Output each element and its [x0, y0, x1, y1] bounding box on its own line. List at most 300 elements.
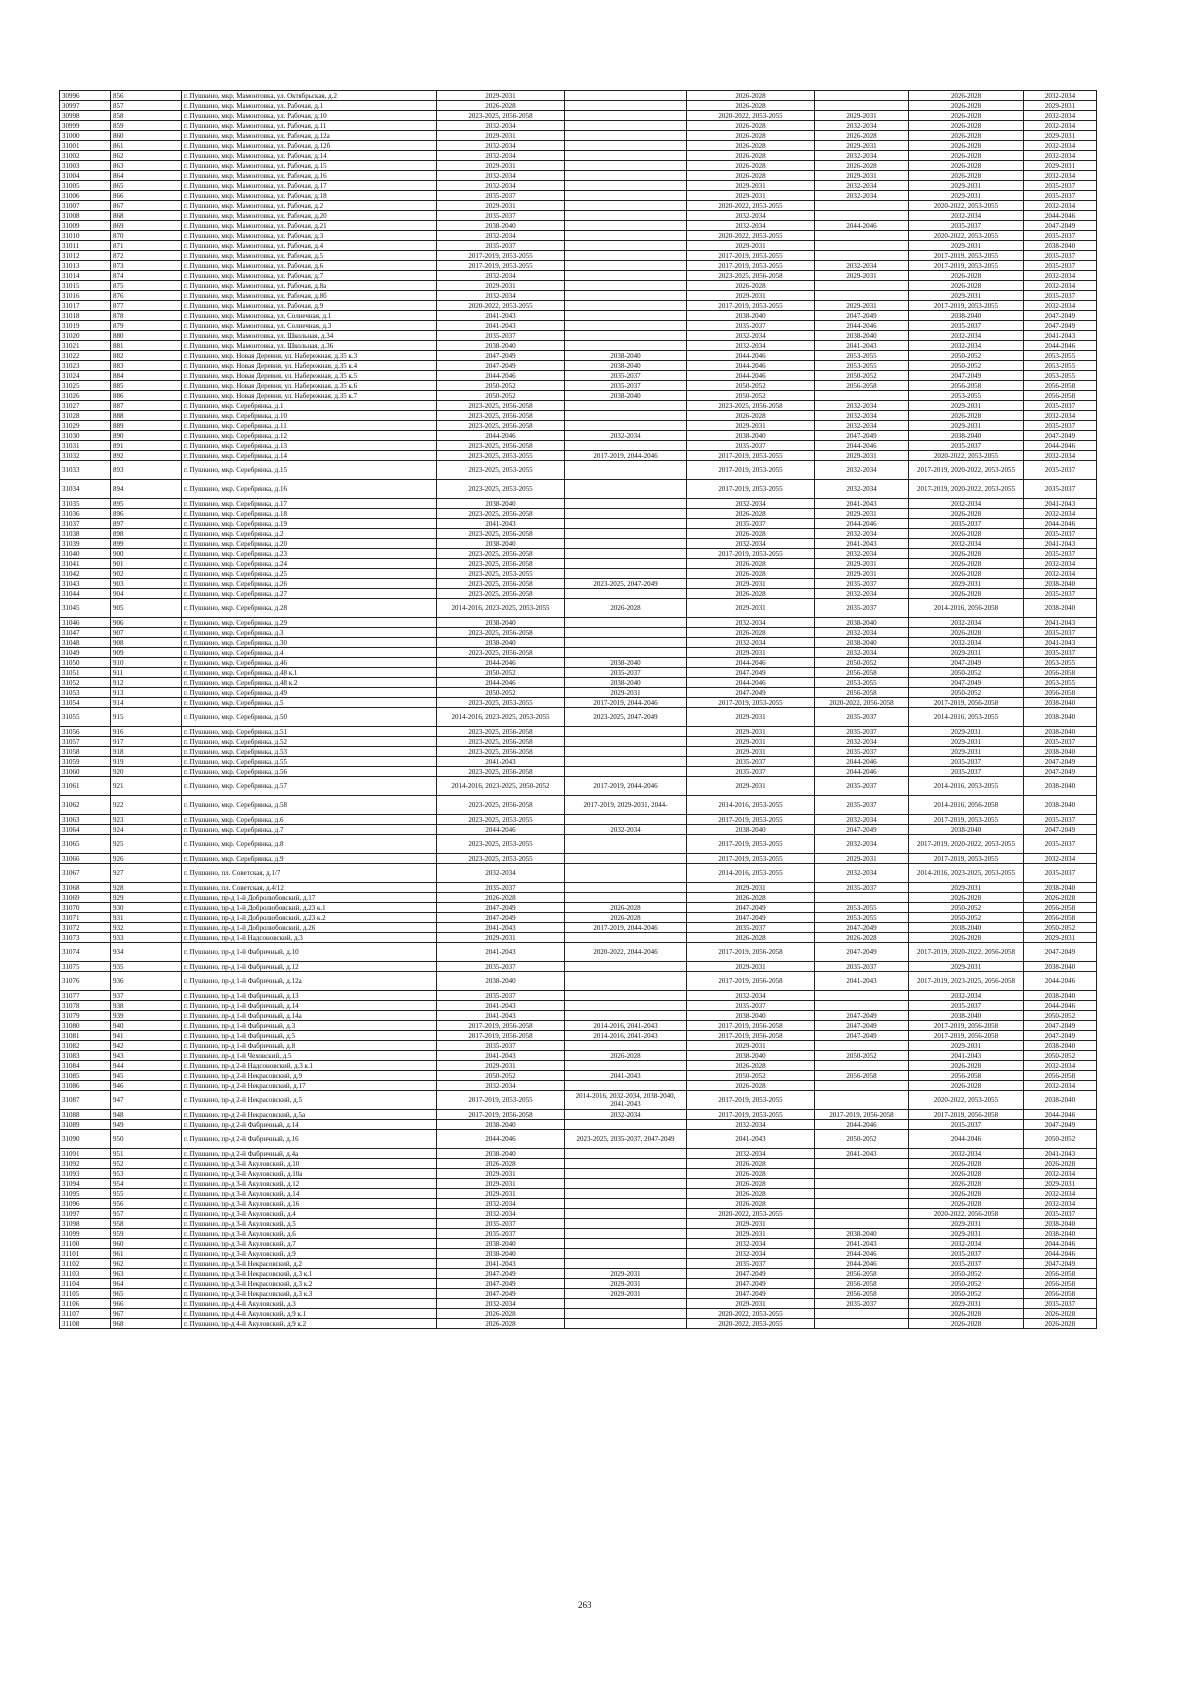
- table-cell: 909: [111, 648, 182, 658]
- table-row: [60, 1229, 1097, 1239]
- table-cell: 2032-2034: [909, 341, 1024, 351]
- table-cell: 949: [111, 1120, 182, 1130]
- table-cell: 31085: [60, 1071, 111, 1081]
- table-cell: 2047-2049: [815, 311, 909, 321]
- table-cell: 2023-2025, 2056-2058: [437, 747, 565, 757]
- table-cell: 30999: [60, 121, 111, 131]
- table-cell: 914: [111, 698, 182, 708]
- table-row: [60, 972, 1097, 991]
- table-cell: 2026-2028: [437, 1319, 565, 1329]
- table-cell: 2014-2016, 2056-2058: [909, 599, 1024, 618]
- table-row: [60, 161, 1097, 171]
- table-cell: 896: [111, 509, 182, 519]
- table-cell: 2044-2046: [815, 767, 909, 777]
- table-cell: 960: [111, 1239, 182, 1249]
- table-cell: 2029-2031: [909, 883, 1024, 893]
- table-cell: 2032-2034: [1024, 151, 1097, 161]
- table-cell: 2035-2037: [909, 321, 1024, 331]
- table-cell: 2038-2040: [1024, 1219, 1097, 1229]
- table-cell: 2047-2049: [815, 825, 909, 835]
- table-cell: 2050-2052: [437, 688, 565, 698]
- table-cell: г. Пушкино, мкр. Серебрянка, д.7: [182, 825, 437, 835]
- table-cell: 31102: [60, 1259, 111, 1269]
- table-cell: 963: [111, 1269, 182, 1279]
- table-row: [60, 211, 1097, 221]
- table-cell: г. Пушкино, пр-д 3-й Акуловский, д.16: [182, 1199, 437, 1209]
- table-cell: 917: [111, 737, 182, 747]
- table-cell: г. Пушкино, мкр. Мамонтовка, ул. Рабочая, д.2: [182, 201, 437, 211]
- table-cell: 2032-2034: [437, 231, 565, 241]
- table-cell: 2047-2049: [1024, 321, 1097, 331]
- table-row: [60, 331, 1097, 341]
- table-cell: 31035: [60, 499, 111, 509]
- table-cell: г. Пушкино, мкр. Мамонтовка, ул. Рабочая, д.1: [182, 101, 437, 111]
- table-cell: [815, 1309, 909, 1319]
- table-cell: 2038-2040: [437, 972, 565, 991]
- table-cell: г. Пушкино, пр-д 2-й Надсоновский, д.3 к.1: [182, 1061, 437, 1071]
- table-cell: 2026-2028: [909, 101, 1024, 111]
- table-cell: 2026-2028: [909, 411, 1024, 421]
- table-cell: 2047-2049: [815, 923, 909, 933]
- table-cell: 2035-2037: [1024, 1209, 1097, 1219]
- table-cell: г. Пушкино, пр-д 3-й Акуловский, д.10: [182, 1159, 437, 1169]
- table-cell: [565, 291, 687, 301]
- table-cell: 2032-2034: [1024, 1199, 1097, 1209]
- table-cell: 2050-2052: [437, 668, 565, 678]
- table-cell: 889: [111, 421, 182, 431]
- table-cell: [565, 628, 687, 638]
- table-cell: г. Пушкино, мкр. Мамонтовка, ул. Рабочая, д.20: [182, 211, 437, 221]
- table-cell: г. Пушкино, мкр. Мамонтовка, ул. Солнечная, д.1: [182, 311, 437, 321]
- table-cell: 2032-2034: [437, 181, 565, 191]
- table-cell: 2035-2037: [815, 708, 909, 727]
- table-cell: 2035-2037: [1024, 261, 1097, 271]
- table-row: [60, 231, 1097, 241]
- table-row: [60, 1061, 1097, 1071]
- table-cell: [565, 1159, 687, 1169]
- table-cell: 31045: [60, 599, 111, 618]
- table-cell: 2029-2031: [687, 1219, 815, 1229]
- table-cell: [565, 421, 687, 431]
- table-cell: [565, 972, 687, 991]
- table-cell: 2032-2034: [815, 835, 909, 854]
- table-cell: 2023-2025, 2053-2055: [437, 569, 565, 579]
- table-cell: 2026-2028: [687, 1199, 815, 1209]
- table-row: [60, 835, 1097, 854]
- table-cell: 2053-2055: [815, 678, 909, 688]
- table-cell: 2017-2019, 2056-2058: [437, 1110, 565, 1120]
- table-cell: 31075: [60, 962, 111, 972]
- table-cell: 2023-2025, 2056-2058: [437, 441, 565, 451]
- table-cell: 926: [111, 854, 182, 864]
- table-cell: 2044-2046: [437, 431, 565, 441]
- table-cell: 2032-2034: [1024, 91, 1097, 101]
- table-cell: г. Пушкино, мкр. Мамонтовка, ул. Рабочая, д.21: [182, 221, 437, 231]
- table-cell: 2053-2055: [1024, 658, 1097, 668]
- table-cell: 2029-2031: [687, 883, 815, 893]
- table-cell: 2035-2037: [437, 991, 565, 1001]
- table-cell: 2035-2037: [1024, 461, 1097, 480]
- table-cell: 2026-2028: [909, 111, 1024, 121]
- table-cell: г. Пушкино, мкр. Новая Деревня, ул. Набережная, д.35 к.5: [182, 371, 437, 381]
- table-cell: 2035-2037: [1024, 231, 1097, 241]
- table-cell: 31039: [60, 539, 111, 549]
- table-cell: 2038-2040: [687, 825, 815, 835]
- table-cell: 2026-2028: [437, 1159, 565, 1169]
- table-cell: 31069: [60, 893, 111, 903]
- table-cell: [565, 341, 687, 351]
- table-cell: 2053-2055: [1024, 351, 1097, 361]
- table-cell: [565, 638, 687, 648]
- table-cell: 2032-2034: [1024, 569, 1097, 579]
- table-cell: 936: [111, 972, 182, 991]
- table-cell: 2056-2058: [815, 1071, 909, 1081]
- table-cell: 878: [111, 311, 182, 321]
- table-cell: 954: [111, 1179, 182, 1189]
- table-cell: 2032-2034: [815, 549, 909, 559]
- table-cell: 2032-2034: [687, 539, 815, 549]
- table-row: [60, 271, 1097, 281]
- table-cell: 31070: [60, 903, 111, 913]
- table-cell: 31010: [60, 231, 111, 241]
- table-row: [60, 658, 1097, 668]
- table-cell: 2038-2040: [437, 499, 565, 509]
- table-cell: 2044-2046: [1024, 1001, 1097, 1011]
- table-cell: 2047-2049: [1024, 1259, 1097, 1269]
- table-cell: 2017-2019, 2053-2055: [687, 451, 815, 461]
- table-cell: 2029-2031: [565, 688, 687, 698]
- capital-repair-schedule-sheet: [59, 90, 1096, 1329]
- table-cell: 2026-2028: [687, 589, 815, 599]
- table-row: [60, 181, 1097, 191]
- table-cell: 2032-2034: [1024, 281, 1097, 291]
- table-cell: 2023-2025, 2053-2055: [437, 451, 565, 461]
- table-cell: 31022: [60, 351, 111, 361]
- table-cell: 31029: [60, 421, 111, 431]
- table-cell: [815, 1061, 909, 1071]
- table-cell: [565, 111, 687, 121]
- table-cell: 31034: [60, 480, 111, 499]
- table-cell: 31030: [60, 431, 111, 441]
- table-cell: 2020-2022, 2053-2055: [687, 201, 815, 211]
- table-cell: 2029-2031: [687, 579, 815, 589]
- table-cell: 2044-2046: [815, 221, 909, 231]
- table-cell: 2023-2025, 2053-2055: [437, 815, 565, 825]
- table-cell: 2017-2019, 2044-2046: [565, 451, 687, 461]
- table-cell: 2020-2022, 2053-2055: [437, 301, 565, 311]
- table-row: [60, 1149, 1097, 1159]
- table-cell: 2047-2049: [909, 658, 1024, 668]
- table-cell: 920: [111, 767, 182, 777]
- table-cell: г. Пушкино, пр-д 3-й Акуловский, д.12: [182, 1179, 437, 1189]
- table-row: [60, 391, 1097, 401]
- table-cell: 2023-2025, 2056-2058: [437, 509, 565, 519]
- table-cell: 31051: [60, 668, 111, 678]
- table-cell: 2026-2028: [565, 1051, 687, 1061]
- table-cell: 2032-2034: [437, 151, 565, 161]
- table-cell: 2041-2043: [815, 972, 909, 991]
- table-cell: 2026-2028: [909, 509, 1024, 519]
- table-cell: 2044-2046: [1024, 441, 1097, 451]
- table-cell: 2026-2028: [687, 628, 815, 638]
- table-cell: 31053: [60, 688, 111, 698]
- table-cell: [565, 141, 687, 151]
- table-cell: 904: [111, 589, 182, 599]
- table-cell: 2038-2040: [565, 361, 687, 371]
- table-cell: г. Пушкино, мкр. Новая Деревня, ул. Набережная, д.35 к.4: [182, 361, 437, 371]
- table-cell: 31084: [60, 1061, 111, 1071]
- table-cell: 2047-2049: [909, 371, 1024, 381]
- table-cell: 31073: [60, 933, 111, 943]
- table-cell: 2017-2019, 2056-2058: [909, 698, 1024, 708]
- table-cell: 31099: [60, 1229, 111, 1239]
- table-cell: [565, 569, 687, 579]
- table-cell: [565, 231, 687, 241]
- table-cell: 2050-2052: [909, 351, 1024, 361]
- table-cell: 2026-2028: [909, 271, 1024, 281]
- table-row: [60, 727, 1097, 737]
- table-cell: г. Пушкино, мкр. Серебрянка, д.11: [182, 421, 437, 431]
- table-cell: 934: [111, 943, 182, 962]
- table-row: [60, 341, 1097, 351]
- table-cell: г. Пушкино, мкр. Серебрянка, д.5: [182, 698, 437, 708]
- table-cell: 2020-2022, 2053-2055: [909, 231, 1024, 241]
- table-cell: 2026-2028: [909, 1189, 1024, 1199]
- table-cell: г. Пушкино, мкр. Серебрянка, д.50: [182, 708, 437, 727]
- table-row: [60, 962, 1097, 972]
- table-cell: [815, 991, 909, 1001]
- table-cell: 2026-2028: [909, 549, 1024, 559]
- table-cell: 2047-2049: [437, 913, 565, 923]
- table-cell: 2032-2034: [815, 181, 909, 191]
- table-cell: г. Пушкино, мкр. Серебрянка, д.17: [182, 499, 437, 509]
- table-cell: 2041-2043: [1024, 1149, 1097, 1159]
- table-cell: 2029-2031: [1024, 101, 1097, 111]
- table-cell: 31081: [60, 1031, 111, 1041]
- table-row: [60, 883, 1097, 893]
- table-cell: 2044-2046: [1024, 211, 1097, 221]
- table-cell: г. Пушкино, пр-д 1-й Фабричный, д.14а: [182, 1011, 437, 1021]
- table-cell: 2032-2034: [815, 648, 909, 658]
- table-cell: [565, 480, 687, 499]
- table-cell: 2032-2034: [1024, 201, 1097, 211]
- table-cell: 2038-2040: [815, 618, 909, 628]
- table-cell: 2017-2019, 2044-2046: [565, 923, 687, 933]
- table-cell: 2050-2052: [437, 1071, 565, 1081]
- table-row: [60, 815, 1097, 825]
- table-cell: г. Пушкино, мкр. Серебрянка, д.13: [182, 441, 437, 451]
- table-cell: 2038-2040: [1024, 1041, 1097, 1051]
- table-cell: 2035-2037: [1024, 549, 1097, 559]
- table-cell: 2041-2043: [437, 923, 565, 933]
- table-cell: 2020-2022, 2053-2055: [687, 111, 815, 121]
- table-cell: 31067: [60, 864, 111, 883]
- table-cell: 2047-2049: [687, 1269, 815, 1279]
- table-cell: 2032-2034: [437, 141, 565, 151]
- table-cell: 2017-2019, 2056-2058: [687, 943, 815, 962]
- table-cell: 2035-2037: [1024, 251, 1097, 261]
- table-cell: 2035-2037: [1024, 737, 1097, 747]
- table-cell: [565, 1219, 687, 1229]
- table-cell: [565, 589, 687, 599]
- table-cell: 2029-2031: [815, 854, 909, 864]
- table-row: [60, 1120, 1097, 1130]
- table-cell: г. Пушкино, пл. Советская, д.1/7: [182, 864, 437, 883]
- table-row: [60, 747, 1097, 757]
- table-cell: [565, 331, 687, 341]
- table-cell: г. Пушкино, мкр. Мамонтовка, ул. Рабочая, д.11: [182, 121, 437, 131]
- table-cell: [565, 767, 687, 777]
- table-cell: [565, 151, 687, 161]
- table-cell: 938: [111, 1001, 182, 1011]
- table-cell: 31037: [60, 519, 111, 529]
- table-row: [60, 451, 1097, 461]
- table-cell: 30996: [60, 91, 111, 101]
- table-row: [60, 559, 1097, 569]
- table-cell: 2017-2019, 2020-2022, 2053-2055: [909, 480, 1024, 499]
- table-cell: 2032-2034: [1024, 171, 1097, 181]
- table-cell: 2032-2034: [437, 864, 565, 883]
- table-cell: 2017-2019, 2053-2055: [687, 854, 815, 864]
- table-cell: 2038-2040: [565, 391, 687, 401]
- table-row: [60, 1071, 1097, 1081]
- table-row: [60, 111, 1097, 121]
- table-cell: 2026-2028: [687, 121, 815, 131]
- table-row: [60, 1031, 1097, 1041]
- table-cell: 2032-2034: [1024, 509, 1097, 519]
- table-cell: 2056-2058: [815, 1279, 909, 1289]
- table-cell: 2029-2031: [437, 91, 565, 101]
- table-cell: 2050-2052: [815, 371, 909, 381]
- table-cell: 2035-2037: [1024, 181, 1097, 191]
- table-cell: 31019: [60, 321, 111, 331]
- table-cell: 2035-2037: [1024, 529, 1097, 539]
- table-cell: 2026-2028: [565, 903, 687, 913]
- table-cell: 2038-2040: [909, 825, 1024, 835]
- table-cell: 31063: [60, 815, 111, 825]
- table-cell: 2029-2031: [687, 181, 815, 191]
- table-cell: 2026-2028: [687, 559, 815, 569]
- table-cell: 2017-2019, 2053-2055: [687, 480, 815, 499]
- table-cell: 2038-2040: [437, 618, 565, 628]
- table-cell: 2029-2031: [687, 777, 815, 796]
- table-cell: 901: [111, 559, 182, 569]
- table-cell: 2026-2028: [909, 1159, 1024, 1169]
- table-cell: 31049: [60, 648, 111, 658]
- table-cell: 2026-2028: [565, 913, 687, 923]
- table-row: [60, 893, 1097, 903]
- table-cell: 2053-2055: [1024, 678, 1097, 688]
- table-cell: г. Пушкино, мкр. Серебрянка, д.14: [182, 451, 437, 461]
- table-row: [60, 1309, 1097, 1319]
- table-cell: 2047-2049: [437, 361, 565, 371]
- table-cell: 924: [111, 825, 182, 835]
- table-cell: г. Пушкино, мкр. Серебрянка, д.48 к.1: [182, 668, 437, 678]
- table-cell: 2029-2031: [815, 141, 909, 151]
- table-cell: [815, 1169, 909, 1179]
- table-cell: 2032-2034: [909, 539, 1024, 549]
- table-cell: 2044-2046: [687, 678, 815, 688]
- table-cell: г. Пушкино, мкр. Мамонтовка, ул. Рабочая, д.9: [182, 301, 437, 311]
- table-cell: 2026-2028: [687, 933, 815, 943]
- table-cell: 870: [111, 231, 182, 241]
- table-cell: 2029-2031: [815, 301, 909, 311]
- table-cell: 2026-2028: [437, 101, 565, 111]
- table-cell: 2035-2037: [815, 727, 909, 737]
- table-cell: 2017-2019, 2053-2055: [687, 301, 815, 311]
- table-cell: 930: [111, 903, 182, 913]
- table-cell: 887: [111, 401, 182, 411]
- table-cell: г. Пушкино, мкр. Серебрянка, д.4: [182, 648, 437, 658]
- table-cell: 31036: [60, 509, 111, 519]
- table-cell: [565, 509, 687, 519]
- table-cell: г. Пушкино, пр-д 1-й Фабричный, д.5: [182, 1031, 437, 1041]
- table-cell: 2029-2031: [909, 727, 1024, 737]
- table-cell: [565, 191, 687, 201]
- table-cell: [565, 737, 687, 747]
- table-cell: 2032-2034: [1024, 411, 1097, 421]
- table-cell: 31024: [60, 371, 111, 381]
- table-cell: г. Пушкино, пр-д 1-й Фабричный, д.8: [182, 1041, 437, 1051]
- table-cell: 2014-2016, 2053-2055: [909, 708, 1024, 727]
- table-cell: 2041-2043: [815, 499, 909, 509]
- table-cell: 906: [111, 618, 182, 628]
- table-row: [60, 1110, 1097, 1120]
- table-row: [60, 499, 1097, 509]
- table-cell: г. Пушкино, мкр. Серебрянка, д.19: [182, 519, 437, 529]
- table-cell: 2026-2028: [909, 121, 1024, 131]
- table-cell: 2044-2046: [1024, 519, 1097, 529]
- table-cell: 2035-2037: [687, 1001, 815, 1011]
- table-cell: 2056-2058: [909, 1071, 1024, 1081]
- table-row: [60, 1259, 1097, 1269]
- table-cell: 31041: [60, 559, 111, 569]
- table-cell: [565, 321, 687, 331]
- table-cell: [565, 201, 687, 211]
- table-cell: 31059: [60, 757, 111, 767]
- table-cell: 859: [111, 121, 182, 131]
- table-cell: 2056-2058: [1024, 391, 1097, 401]
- table-cell: г. Пушкино, мкр. Мамонтовка, ул. Рабочая, д.15: [182, 161, 437, 171]
- table-cell: 2044-2046: [437, 1130, 565, 1149]
- table-cell: 2032-2034: [1024, 559, 1097, 569]
- table-cell: 2038-2040: [1024, 991, 1097, 1001]
- table-cell: г. Пушкино, мкр. Новая Деревня, ул. Набережная, д.35 к.6: [182, 381, 437, 391]
- table-cell: 31096: [60, 1199, 111, 1209]
- table-cell: 2041-2043: [437, 311, 565, 321]
- table-row: [60, 599, 1097, 618]
- table-cell: 2035-2037: [1024, 835, 1097, 854]
- table-cell: 2050-2052: [909, 668, 1024, 678]
- table-cell: г. Пушкино, пр-д 4-й Акуловский, д.9 к.1: [182, 1309, 437, 1319]
- table-cell: 959: [111, 1229, 182, 1239]
- table-cell: [565, 499, 687, 509]
- table-cell: 2038-2040: [1024, 579, 1097, 589]
- table-cell: [565, 727, 687, 737]
- table-cell: 2050-2052: [909, 688, 1024, 698]
- table-cell: 2029-2031: [815, 171, 909, 181]
- table-cell: г. Пушкино, пр-д 2-й Некрасовский, д.9: [182, 1071, 437, 1081]
- table-cell: [815, 91, 909, 101]
- table-cell: 31098: [60, 1219, 111, 1229]
- table-row: [60, 421, 1097, 431]
- table-cell: 916: [111, 727, 182, 737]
- table-cell: 2032-2034: [815, 461, 909, 480]
- table-cell: 2038-2040: [437, 221, 565, 231]
- table-cell: 860: [111, 131, 182, 141]
- table-row: [60, 688, 1097, 698]
- table-cell: 2044-2046: [815, 757, 909, 767]
